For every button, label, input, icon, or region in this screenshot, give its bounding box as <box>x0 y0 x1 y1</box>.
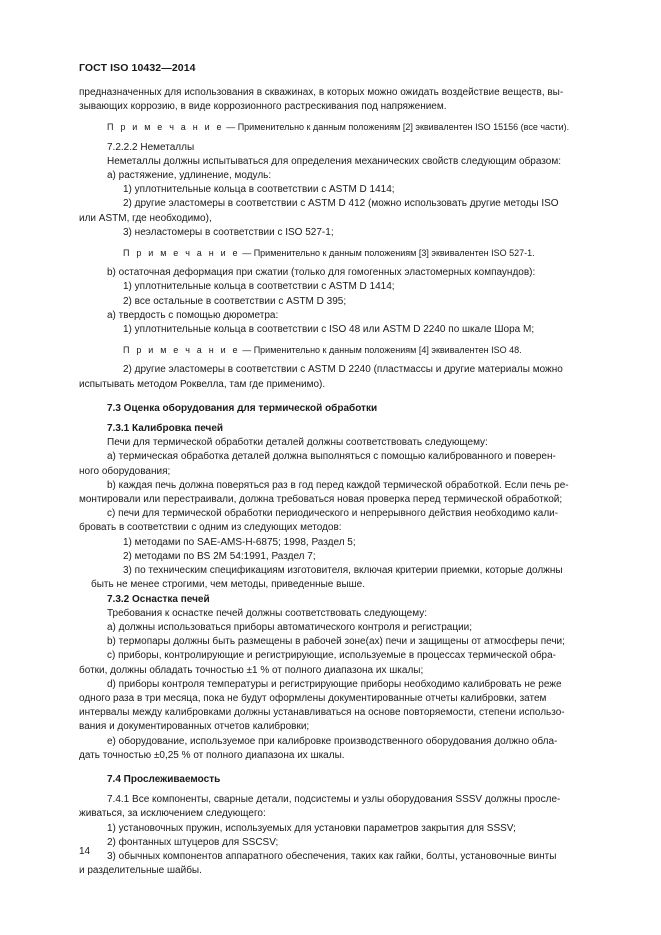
list-item: 1) методами по SAE-AMS-H-6875; 1998, Раздел 5; <box>123 536 356 548</box>
list-item: 3) неэластомеры в соответствии с ISO 527-1; <box>123 226 334 238</box>
text-line: Печи для термической обработки деталей должны соответствовать следующему: <box>107 437 488 449</box>
text-line: зывающих коррозию, в виде коррозионного растрескивания под напряжением. <box>79 101 447 113</box>
list-item: 1) уплотнительные кольца в соответствии с ASTM D 1414; <box>123 281 395 293</box>
note-text: — Применительно к данным положениям [4] эквивалентен ISO 48. <box>239 345 522 356</box>
text-line: одного раза в три месяца, пока не будут оформлены документированные отчеты калибровки, затем <box>79 692 547 704</box>
text-line: быть не менее строгими, чем методы, приведенные выше. <box>91 579 366 591</box>
section-heading-7-3: 7.3 Оценка оборудования для термической обработки <box>107 402 378 414</box>
list-item: 2) методами по BS 2M 54:1991, Раздел 7; <box>123 550 316 562</box>
text-line: ного оборудования; <box>79 465 171 477</box>
list-item: 2) все остальные в соответствии с ASTM D 395; <box>123 295 347 307</box>
list-item: 3) обычных компонентов аппаратного обеспечения, таких как гайки, болты, установочные винты <box>107 850 557 862</box>
list-item: a) растяжение, удлинение, модуль: <box>107 170 272 182</box>
list-item: c) приборы, контролирующие и регистрирующие, используемые в процессах термической обра- <box>107 650 557 662</box>
list-item: 3) по техническим спецификациям изготовителя, включая критерии приемки, которые должны <box>123 565 563 577</box>
list-item: a) должны использоваться приборы автоматического контроля и регистрации; <box>107 621 473 633</box>
list-item: 1) уплотнительные кольца в соответствии с ISO 48 или ASTM D 2240 по шкале Шора М; <box>123 324 535 336</box>
list-item: b) каждая печь должна поверяться раз в год перед каждой термической обработкой. Если печь ре- <box>107 479 569 491</box>
list-item: 1) установочных пружин, используемых для установки параметров закрытия для SSSV; <box>107 822 516 834</box>
list-item: a) термическая обработка деталей должна выполняться с помощью калиброванного и поверен- <box>107 451 556 463</box>
list-item: 2) другие эластомеры в соответствии с ASTM D 412 (можно использовать другие методы ISO <box>123 198 559 210</box>
text-line: Неметаллы должны испытываться для определения механических свойств следующим образом: <box>107 155 561 167</box>
text-line: или ASTM, где необходимо), <box>79 212 212 224</box>
section-heading-7-4: 7.4 Прослеживаемость <box>107 773 221 785</box>
text-line: 7.4.1 Все компоненты, сварные детали, подсистемы и узлы оборудования SSSV должны просле- <box>107 794 561 806</box>
subsection-heading-7-3-2: 7.3.2 Оснастка печей <box>107 593 210 605</box>
list-item: e) оборудование, используемое при калибровке производственного оборудования должно обла- <box>107 735 558 747</box>
text-line: интервалы между калибровками должны устанавливаться на основе повторяемости, степени использо- <box>79 707 565 719</box>
list-item: 2) фонтанных штуцеров для SSCSV; <box>107 836 279 848</box>
note-line <box>79 343 589 357</box>
note-text: — Применительно к данным положениям [3] эквивалентен ISO 527-1. <box>239 248 535 259</box>
text-line: Требования к оснастке печей должны соответствовать следующему: <box>107 607 427 619</box>
list-item: b) термопары должны быть размещены в рабочей зоне(ах) печи и защищены от атмосферы печи; <box>107 636 565 648</box>
note-line <box>79 120 589 134</box>
text-line: ботки, должны обладать точностью ±1 % от полного диапазона их шкалы; <box>79 664 424 676</box>
list-item: b) остаточная деформация при сжатии (только для гомогенных эластомерных компаундов): <box>107 267 536 279</box>
text-line: монтировали или перестраивали, должна требоваться новая проверка перед термической обработкой; <box>79 494 563 506</box>
list-item: 2) другие эластомеры в соответствии с ASTM D 2240 (пластмассы и другие материалы можно <box>123 364 563 376</box>
page-number: 14 <box>79 846 91 857</box>
text-line: живаться, за исключением следующего: <box>79 808 266 820</box>
list-item: d) приборы контроля температуры и регистрирующие приборы необходимо калибровать не реже <box>107 678 562 690</box>
list-item: c) печи для термической обработки периодического и непрерывного действия необходимо кали- <box>107 508 559 520</box>
note-line <box>79 246 589 260</box>
text-line: дать точностью ±0,25 % от полного диапазона их шкалы. <box>79 749 345 761</box>
list-item: 1) уплотнительные кольца в соответствии с ASTM D 1414; <box>123 184 395 196</box>
text-line: испытывать методом Роквелла, там где применимо). <box>79 378 326 390</box>
section-heading: 7.2.2.2 Неметаллы <box>107 141 195 153</box>
subsection-heading-7-3-1: 7.3.1 Калибровка печей <box>107 423 224 435</box>
note-label: П р и м е ч а н и е <box>123 345 240 356</box>
document-body <box>79 86 589 878</box>
text-line: предназначенных для использования в скважинах, в которых можно ожидать воздействие веществ, вы- <box>79 87 564 98</box>
list-item: a) твердость с помощью дюрометра: <box>107 309 279 321</box>
document-header: ГОСТ ISO 10432—2014 <box>79 62 196 74</box>
note-label: П р и м е ч а н и е <box>107 122 224 133</box>
note-text: — Применительно к данным положениям [2] эквивалентен ISO 15156 (все части). <box>223 122 570 133</box>
text-line: и разделительные шайбы. <box>79 865 202 877</box>
text-line: вания и документированных отчетов калибровки; <box>79 721 310 733</box>
text-line: бровать в соответствии с одним из следующих методов: <box>79 522 342 534</box>
note-label: П р и м е ч а н и е <box>123 248 240 259</box>
